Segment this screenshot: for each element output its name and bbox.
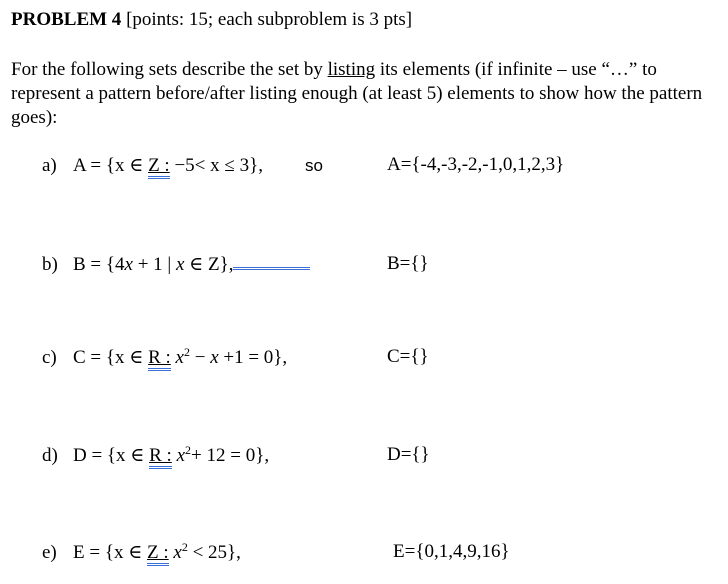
number-set-symbol: Z : bbox=[147, 542, 169, 566]
variable: x bbox=[124, 254, 133, 275]
subproblem-label: b) bbox=[42, 254, 58, 275]
subproblem-label: d) bbox=[42, 445, 58, 466]
set-expression bbox=[73, 445, 269, 466]
subproblem-a bbox=[42, 154, 263, 177]
set-expression bbox=[73, 542, 241, 563]
variable: x bbox=[210, 347, 219, 368]
answer-c[interactable]: C={} bbox=[387, 346, 429, 367]
answer-blank[interactable] bbox=[233, 253, 310, 270]
so-label: so bbox=[305, 156, 323, 175]
expression-text: −5< x ≤ 3}, bbox=[169, 155, 263, 176]
problem-title bbox=[11, 9, 412, 31]
points-info: [points: 15; each subproblem is 3 pts] bbox=[121, 9, 413, 30]
variable: x bbox=[176, 445, 186, 466]
instructions-underlined: listing bbox=[327, 59, 376, 80]
set-expression bbox=[73, 347, 287, 368]
expression-text: ∈ Z}, bbox=[184, 254, 234, 275]
variable: x bbox=[175, 254, 185, 275]
expression-text: + 1 | bbox=[132, 254, 176, 275]
subproblem-e bbox=[42, 541, 241, 564]
number-set-symbol: R : bbox=[149, 445, 172, 469]
expression-text: B = {4 bbox=[73, 254, 125, 275]
number-set-symbol: Z : bbox=[148, 155, 170, 179]
expression-text: +1 = 0}, bbox=[218, 347, 288, 368]
set-expression bbox=[73, 254, 310, 275]
number-set-symbol: R : bbox=[148, 347, 171, 371]
subproblem-label: a) bbox=[42, 155, 57, 176]
subproblem-label: e) bbox=[42, 542, 57, 563]
expression-text: < 25}, bbox=[187, 542, 241, 563]
expression-text: + 12 = 0}, bbox=[191, 445, 270, 466]
variable: x bbox=[173, 542, 182, 563]
exponent: 2 bbox=[181, 540, 188, 554]
answer-a[interactable]: A={-4,-3,-2,-1,0,1,2,3} bbox=[387, 154, 565, 175]
instructions-text: For the following sets describe the set by bbox=[11, 59, 328, 80]
subproblem-c bbox=[42, 346, 287, 369]
expression-text: D = {x ∈ bbox=[73, 445, 150, 466]
answer-b[interactable]: B={} bbox=[387, 253, 429, 274]
subproblem-d bbox=[42, 444, 269, 467]
exponent: 2 bbox=[183, 345, 190, 359]
expression-text: − bbox=[189, 347, 211, 368]
expression-text: A = {x ∈ bbox=[73, 155, 149, 176]
subproblem-b bbox=[42, 253, 310, 276]
subproblem-label: c) bbox=[42, 347, 57, 368]
problem-number: PROBLEM 4 bbox=[11, 9, 122, 30]
instructions-text-end: its elements (if infinite – use “…” to represent a pattern before/after listing enough (at least 5) elements to show how the pattern goes): bbox=[11, 59, 703, 128]
answer-d[interactable]: D={} bbox=[387, 444, 430, 465]
answer-e[interactable]: E={0,1,4,9,16} bbox=[393, 541, 510, 562]
instructions bbox=[11, 58, 723, 130]
variable: x bbox=[175, 347, 184, 368]
expression-text: E = {x ∈ bbox=[73, 542, 148, 563]
expression-text: C = {x ∈ bbox=[73, 347, 149, 368]
exponent: 2 bbox=[185, 443, 192, 457]
set-expression bbox=[73, 155, 263, 179]
